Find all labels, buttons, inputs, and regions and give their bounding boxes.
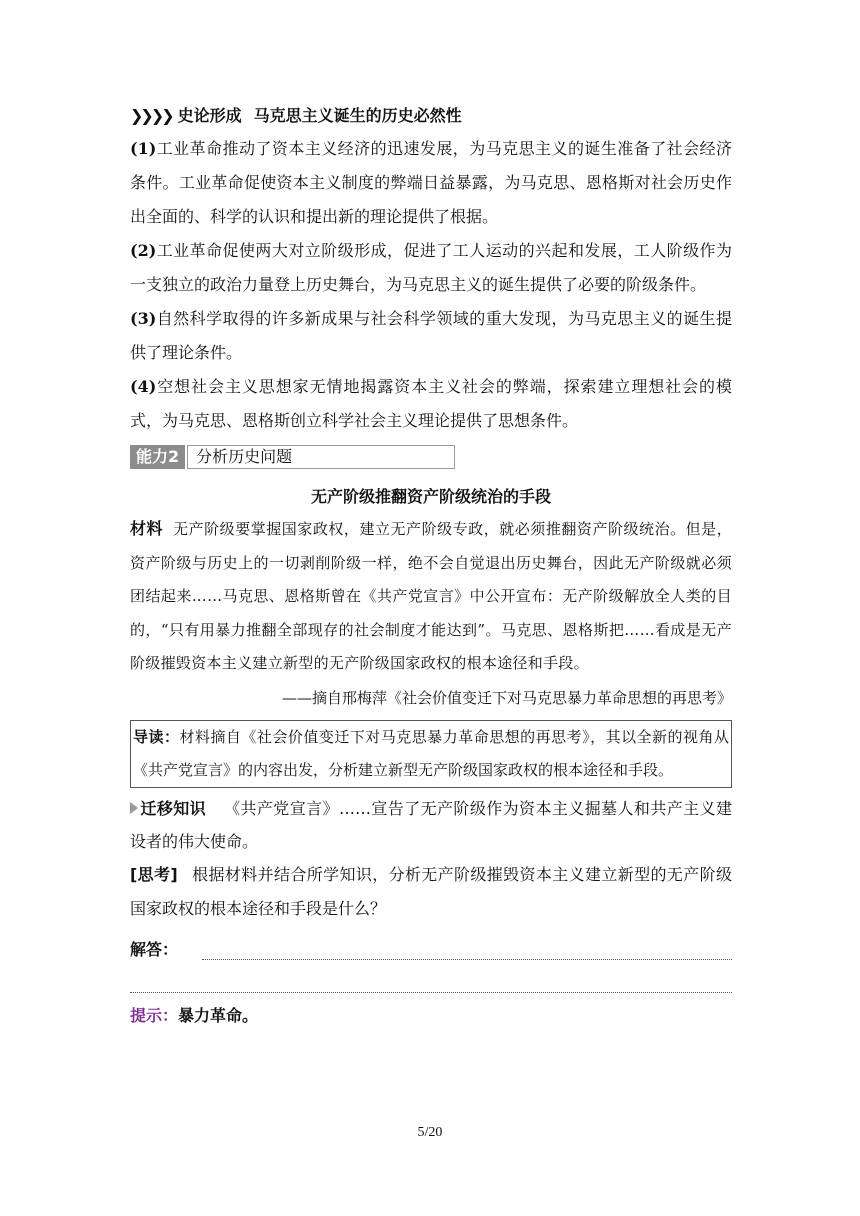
page-number: 5/20: [417, 1125, 443, 1140]
think-text: 根据材料并结合所学知识，分析无产阶级摧毁资本主义建立新型的无产阶级国家政权的根本途径和手段是什么？: [130, 864, 732, 918]
material-heading: 无产阶级推翻资产阶级统治的手段: [310, 487, 551, 506]
paragraph-1: (1)工业革命推动了资本主义经济的迅速发展，为马克思主义的诞生准备了社会经济条件。工业革命促使资本主义制度的弊端日益暴露，为马克思、恩格斯对社会历史作出全面的、科学的认识和提出新的理论提供了根据。: [130, 139, 732, 226]
think-label: [思考]: [130, 864, 178, 884]
answer-blank[interactable]: [202, 935, 732, 960]
material-source: ——摘自邢梅萍《社会价值变迁下对马克思暴力革命思想的再思考》: [281, 688, 732, 707]
paragraph-4: (4)空想社会主义思想家无情地揭露资本主义社会的弊端，探索建立理想社会的模式，为马克思、恩格斯创立科学社会主义理论提供了思想条件。: [130, 377, 732, 430]
paragraph-3: (3)自然科学取得的许多新成果与社会科学领域的重大发现，为马克思主义的诞生提供了理论条件。: [130, 309, 732, 362]
paragraph-2: (2)工业革命促使两大对立阶级形成，促进了工人运动的兴起和发展，工人阶级作为一支独立的政治力量登上历史舞台，为马克思主义的诞生提供了必要的阶级条件。: [130, 241, 732, 294]
think-question: [130, 858, 732, 926]
ability-tag: 能力2: [130, 445, 185, 469]
hint-text: 暴力革命。: [178, 1005, 259, 1025]
hint: [130, 999, 732, 1033]
ability-banner: [130, 444, 732, 470]
section-title: 马克思主义诞生的历史必然性: [253, 106, 462, 125]
guide-label: 导读：: [133, 727, 180, 746]
chevrons-icon: ❯❯❯❯: [130, 106, 172, 125]
material-label: 材料: [130, 519, 164, 538]
transfer-text: 《共产党宣言》……宣告了无产阶级作为资本主义掘墓人和共产主义建设者的伟大使命。: [130, 798, 732, 851]
answer-blank-2[interactable]: [130, 960, 732, 993]
guide-box: [130, 720, 732, 788]
triangle-marker-icon: [130, 802, 138, 814]
section-heading: [130, 100, 732, 132]
answer-label: 解答：: [130, 939, 179, 959]
transfer-label: 迁移知识: [140, 798, 207, 818]
transfer-knowledge: [130, 792, 732, 858]
answer-line: [130, 926, 732, 960]
hint-label: 提示：: [130, 1005, 179, 1025]
section-tag: 史论形成: [177, 106, 242, 125]
document-page: [130, 100, 732, 1033]
guide-text: 材料摘自《社会价值变迁下对马克思暴力革命思想的再思考》，其以全新的视角从《共产党宣言》的内容出发，分析建立新型无产阶级国家政权的根本途径和手段。: [133, 727, 729, 779]
material-text: 材料 无产阶级要掌握国家政权，建立无产阶级专政，就必须推翻资产阶级统治。但是，资产阶级与历史上的一切剥削阶级一样，绝不会自觉退出历史舞台，因此无产阶级就必须团结起来……马克思、恩格斯曾在《共产党宣言》中公开宣布：无产阶级解放全人类的目的，“只有用暴力推翻全部现存的社会制度才能达到”。马克思、恩格斯把……看成是无产阶级摧毁资本主义建立新型的无产阶级国家政权的根本途径和手段。: [130, 519, 732, 672]
ability-title: 分析历史问题: [187, 445, 455, 469]
